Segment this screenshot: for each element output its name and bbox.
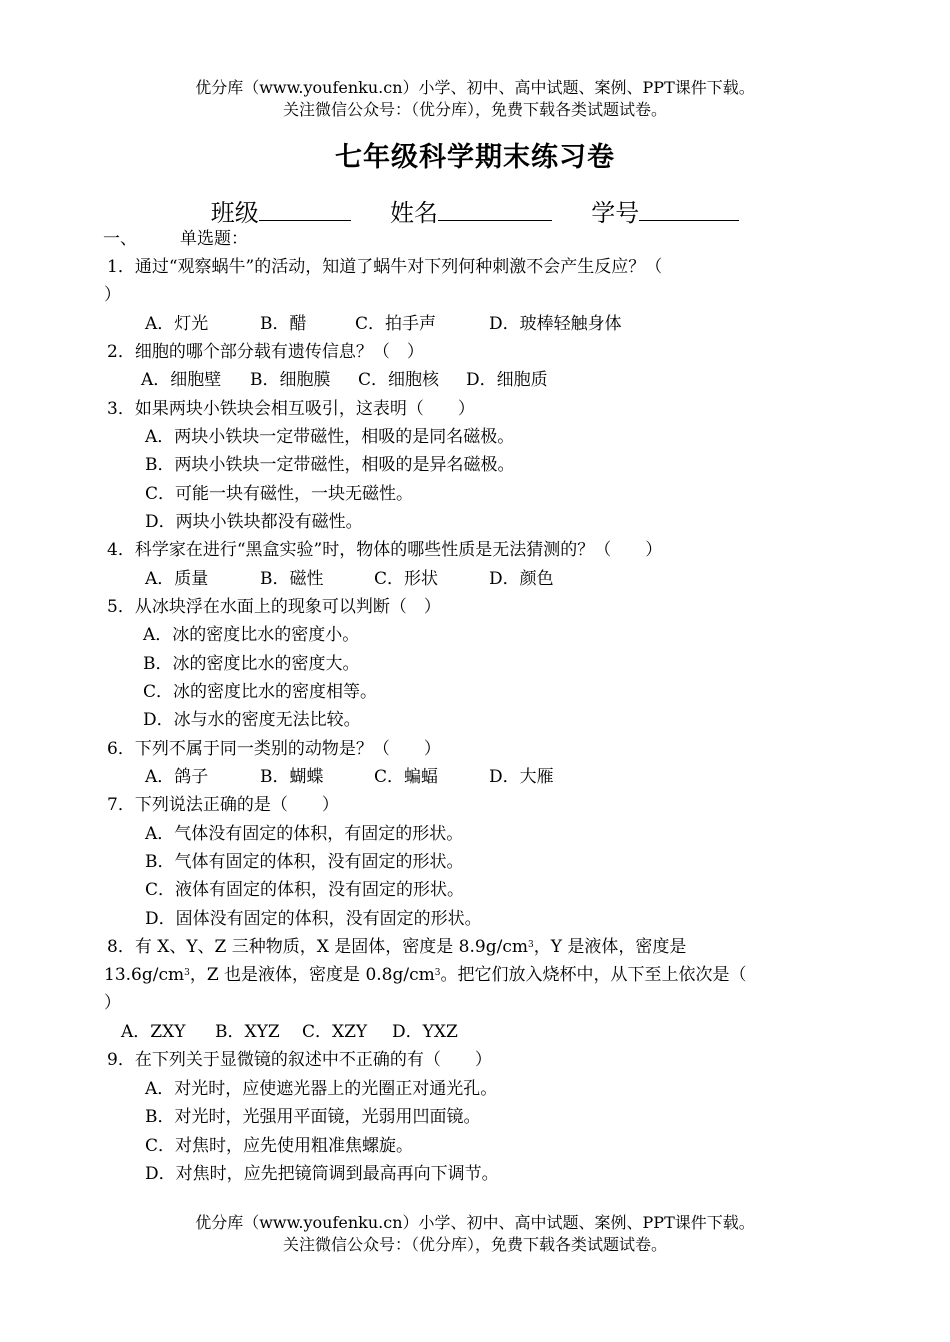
q8-option-d: D．YXZ	[392, 1022, 458, 1042]
section-number: 一、	[103, 229, 137, 249]
name-label: 姓名	[390, 199, 438, 227]
q1-option-d: D．玻棒轻触身体	[489, 314, 622, 334]
q2-option-c: C．细胞核	[358, 370, 440, 390]
q8-text-3: 13.6g/cm	[104, 965, 185, 985]
q8-text-2: ，Y 是液体，密度是	[533, 937, 687, 957]
q2-option-a: A．细胞壁	[141, 370, 222, 390]
q8-text-1: 8．有 X、Y、Z 三种物质，X 是固体，密度是 8.9g/cm	[107, 937, 528, 957]
q7-option-b: B．气体有固定的体积，没有固定的形状。	[145, 852, 464, 872]
header-line-2: 关注微信公众号：（优分库），免费下载各类试题试卷。	[282, 100, 667, 119]
q7-option-d: D．固体没有固定的体积，没有固定的形状。	[145, 909, 482, 929]
q8-text-5: 。把它们放入烧杯中，从下至上依次是（	[440, 965, 747, 985]
q5-option-c: C．冰的密度比水的密度相等。	[143, 682, 378, 702]
q1-option-a: A．灯光	[145, 314, 209, 334]
q8-stem-end: ）	[104, 993, 121, 1013]
id-blank[interactable]	[639, 196, 739, 221]
student-info-row	[0, 193, 950, 228]
section-title: 单选题：	[180, 229, 248, 249]
question-6-stem: 6．下列不属于同一类别的动物是？（ ）	[107, 739, 441, 759]
question-4-stem: 4．科学家在进行“黑盒实验”时，物体的哪些性质是无法猜测的？（ ）	[107, 540, 663, 560]
q3-option-c: C．可能一块有磁性，一块无磁性。	[145, 484, 414, 504]
question-2-options	[141, 369, 548, 391]
q8-superscript-2: 3	[184, 968, 190, 978]
q9-option-c: C．对焦时，应先使用粗准焦螺旋。	[145, 1136, 414, 1156]
q9-option-a: A．对光时，应使遮光器上的光圈正对通光孔。	[145, 1079, 498, 1099]
id-label: 学号	[591, 199, 640, 227]
q1-option-b: B．醋	[260, 314, 307, 334]
question-2-stem: 2．细胞的哪个部分载有遗传信息？（ ）	[107, 342, 424, 362]
page-title: 七年级科学期末练习卷	[335, 142, 615, 173]
footer-line-1: 优分库（www.youfenku.cn）小学、初中、高中试题、案例、PPT课件下载。	[195, 1213, 755, 1232]
class-label: 班级	[210, 199, 259, 227]
question-7-stem: 7．下列说法正确的是（ ）	[107, 795, 339, 815]
q8-text-4: ，Z 也是液体，密度是 0.8g/cm	[189, 965, 435, 985]
question-9-stem: 9．在下列关于显微镜的叙述中不正确的有（ ）	[107, 1050, 492, 1070]
q4-option-a: A．质量	[145, 569, 209, 589]
question-1-stem: 1．通过“观察蜗牛”的活动，知道了蜗牛对下列何种刺激不会产生反应？（	[107, 257, 663, 277]
question-1-stem-end: ）	[104, 285, 121, 305]
q5-option-b: B．冰的密度比水的密度大。	[143, 654, 360, 674]
q8-option-a: A．ZXY	[121, 1022, 186, 1042]
q3-option-a: A．两块小铁块一定带磁性，相吸的是同名磁极。	[145, 427, 515, 447]
header-line-1: 优分库（www.youfenku.cn）小学、初中、高中试题、案例、PPT课件下载。	[195, 78, 755, 97]
question-8-stem-line-2	[104, 964, 746, 986]
q3-option-d: D．两块小铁块都没有磁性。	[145, 512, 363, 532]
q4-option-c: C．形状	[374, 569, 439, 589]
question-6-options	[145, 766, 554, 788]
class-blank[interactable]	[259, 196, 351, 221]
q7-option-a: A．气体没有固定的体积，有固定的形状。	[145, 824, 464, 844]
footer-line-2: 关注微信公众号：（优分库），免费下载各类试题试卷。	[282, 1235, 667, 1254]
q5-option-a: A．冰的密度比水的密度小。	[143, 625, 360, 645]
name-blank[interactable]	[438, 196, 552, 221]
q7-option-c: C．液体有固定的体积，没有固定的形状。	[145, 880, 465, 900]
question-1-options	[145, 313, 622, 335]
q4-option-d: D．颜色	[489, 569, 554, 589]
q2-option-d: D．细胞质	[466, 370, 548, 390]
q2-option-b: B．细胞膜	[250, 370, 331, 390]
q8-superscript-1: 3	[527, 940, 534, 950]
q8-option-c: C．XZY	[302, 1022, 368, 1042]
q6-option-a: A．鸽子	[145, 767, 209, 787]
q4-option-b: B．磁性	[260, 569, 324, 589]
q9-option-d: D．对焦时，应先把镜筒调到最高再向下调节。	[145, 1164, 499, 1184]
q6-option-d: D．大雁	[489, 767, 554, 787]
q9-option-b: B．对光时，光强用平面镜，光弱用凹面镜。	[145, 1107, 481, 1127]
question-8-stem-line-1	[107, 936, 686, 958]
question-4-options	[145, 568, 554, 590]
q6-option-c: C．蝙蝠	[374, 767, 439, 787]
q8-superscript-3: 3	[434, 968, 441, 978]
q3-option-b: B．两块小铁块一定带磁性，相吸的是异名磁极。	[145, 455, 515, 475]
q5-option-d: D．冰与水的密度无法比较。	[143, 710, 361, 730]
question-5-stem: 5．从冰块浮在水面上的现象可以判断（ ）	[107, 597, 441, 617]
question-3-stem: 3．如果两块小铁块会相互吸引，这表明（ ）	[107, 399, 475, 419]
question-8-options	[121, 1021, 458, 1043]
q6-option-b: B．蝴蝶	[260, 767, 324, 787]
q8-option-b: B．XYZ	[215, 1022, 280, 1042]
q1-option-c: C．拍手声	[355, 314, 437, 334]
